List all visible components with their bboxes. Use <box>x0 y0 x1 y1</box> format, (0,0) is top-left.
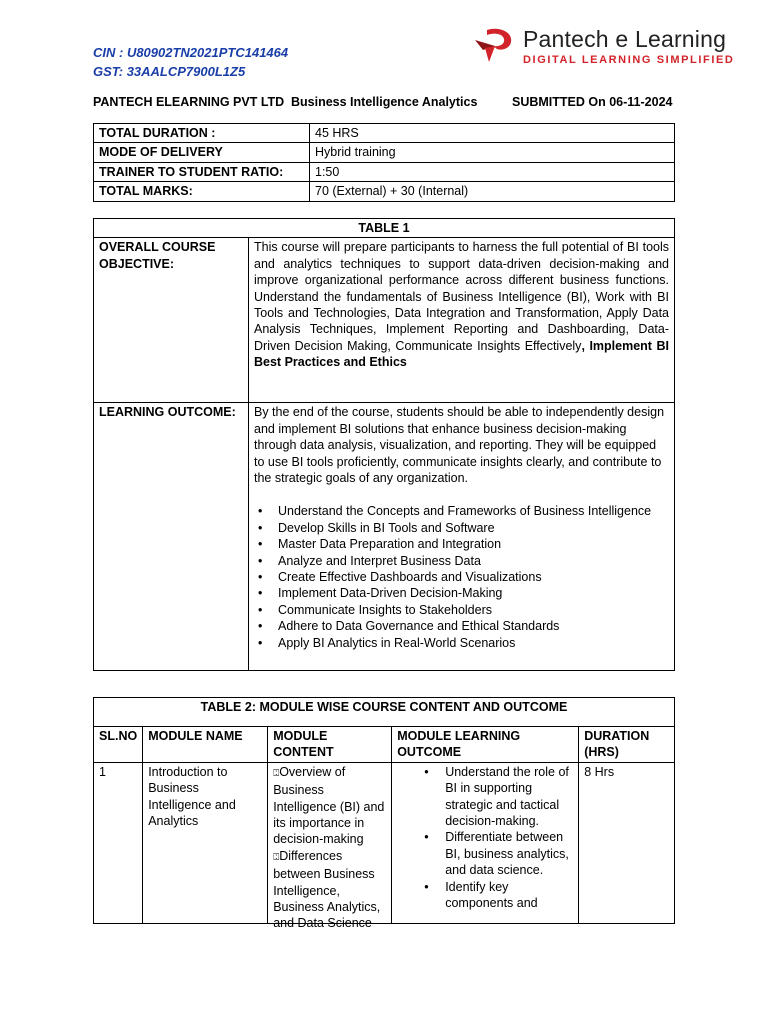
list-item: • Implement Data-Driven Decision-Making <box>254 585 669 601</box>
outcome-list <box>397 764 573 912</box>
course-title: Business Intelligence Analytics <box>291 95 478 109</box>
list-item: • Differentiate between BI, business analytics, and data science. <box>397 829 573 878</box>
table-1 <box>93 218 675 671</box>
list-item: • Develop Skills in BI Tools and Software <box>254 520 669 536</box>
column-header: SL.NO <box>94 727 143 763</box>
course-info-table <box>93 123 675 202</box>
table-row <box>94 143 675 162</box>
info-value: 45 HRS <box>310 124 675 143</box>
logo-tagline: DIGITAL LEARNING SIMPLIFIED <box>523 54 735 66</box>
gst-number: GST: 33AALCP7900L1Z5 <box>93 64 246 79</box>
table-row <box>94 182 675 201</box>
list-item: • Understand the role of BI in supporting strategic and tactical decision-making. <box>397 764 573 830</box>
list-item: • Analyze and Interpret Business Data <box>254 553 669 569</box>
list-item: • Identify key components and <box>397 879 573 912</box>
table-title: TABLE 2: MODULE WISE COURSE CONTENT AND OUTCOME <box>94 698 675 727</box>
list-item: • Apply BI Analytics in Real-World Scenarios <box>254 635 669 651</box>
outcome-cell <box>249 403 675 671</box>
module-slno: 1 <box>94 762 143 923</box>
module-outcome <box>392 762 579 923</box>
table-header-row <box>94 727 675 763</box>
table-2 <box>93 697 675 931</box>
info-value: 1:50 <box>310 162 675 181</box>
module-content: ⍠Overview of Business Intelligence (BI) and its importance in decision-making ⍠Differences between Business Intelligence, Business Analytics, and Data Science <box>268 762 392 923</box>
list-item: • Master Data Preparation and Integration <box>254 536 669 552</box>
bullet-icon: ⍠ <box>273 767 280 779</box>
cin-number: CIN : U80902TN2021PTC141464 <box>93 45 289 60</box>
pantech-logo <box>473 24 743 74</box>
company-name: PANTECH ELEARNING PVT LTD <box>93 95 285 109</box>
logo-name: Pantech e Learning <box>523 26 727 52</box>
outcome-text: By the end of the course, students should be able to independently design and implement BI solutions that enhance business decision-making through data analysis, visualization, and reporting. They will be equipped to use BI tools proficiently, communicate insights clearly, and contribute to the strategic goals of any organization. <box>254 405 665 486</box>
bullet-icon: ⍠ <box>273 851 280 863</box>
table-row <box>94 162 675 181</box>
info-value: Hybrid training <box>310 143 675 162</box>
info-label: TOTAL MARKS: <box>94 182 310 201</box>
outcome-label: LEARNING OUTCOME: <box>94 403 249 671</box>
table-title: TABLE 1 <box>94 219 675 238</box>
column-header: MODULE NAME <box>143 727 268 763</box>
logo-mark-icon <box>473 24 517 64</box>
info-label: MODE OF DELIVERY <box>94 143 310 162</box>
info-value: 70 (External) + 30 (Internal) <box>310 182 675 201</box>
column-header: DURATION (HRS) <box>579 727 675 763</box>
list-item: • Adhere to Data Governance and Ethical Standards <box>254 618 669 634</box>
info-label: TRAINER TO STUDENT RATIO: <box>94 162 310 181</box>
submitted-date: SUBMITTED On 06-11-2024 <box>512 95 673 109</box>
list-item: • Understand the Concepts and Frameworks of Business Intelligence <box>254 503 669 519</box>
info-label: TOTAL DURATION : <box>94 124 310 143</box>
column-header: MODULE CONTENT <box>268 727 392 763</box>
list-item: • Create Effective Dashboards and Visualizations <box>254 569 669 585</box>
objective-label: OVERALL COURSE OBJECTIVE: <box>94 238 249 403</box>
module-name: Introduction to Business Intelligence and Analytics <box>143 762 268 923</box>
list-item: • Communicate Insights to Stakeholders <box>254 602 669 618</box>
outcome-list <box>254 503 669 651</box>
company-registration <box>93 43 288 81</box>
module-duration: 8 Hrs <box>579 762 675 923</box>
table-row <box>94 124 675 143</box>
table-row <box>94 762 675 923</box>
objective-text: This course will prepare participants to harness the full potential of BI tools and analytics techniques to support data-driven decision-making and improve organizational performance across different business functions. Understand the fundamentals of Business Intelligence (BI), Work with BI Tools and Technologies, Data Integration and Transformation, Apply Data Analysis Techniques, Implement Reporting and Dashboarding, Data-Driven Decision Making, Communicate Insights Effectively, Implement BI Best Practices and Ethics <box>249 238 675 403</box>
column-header: MODULE LEARNING OUTCOME <box>392 727 579 763</box>
